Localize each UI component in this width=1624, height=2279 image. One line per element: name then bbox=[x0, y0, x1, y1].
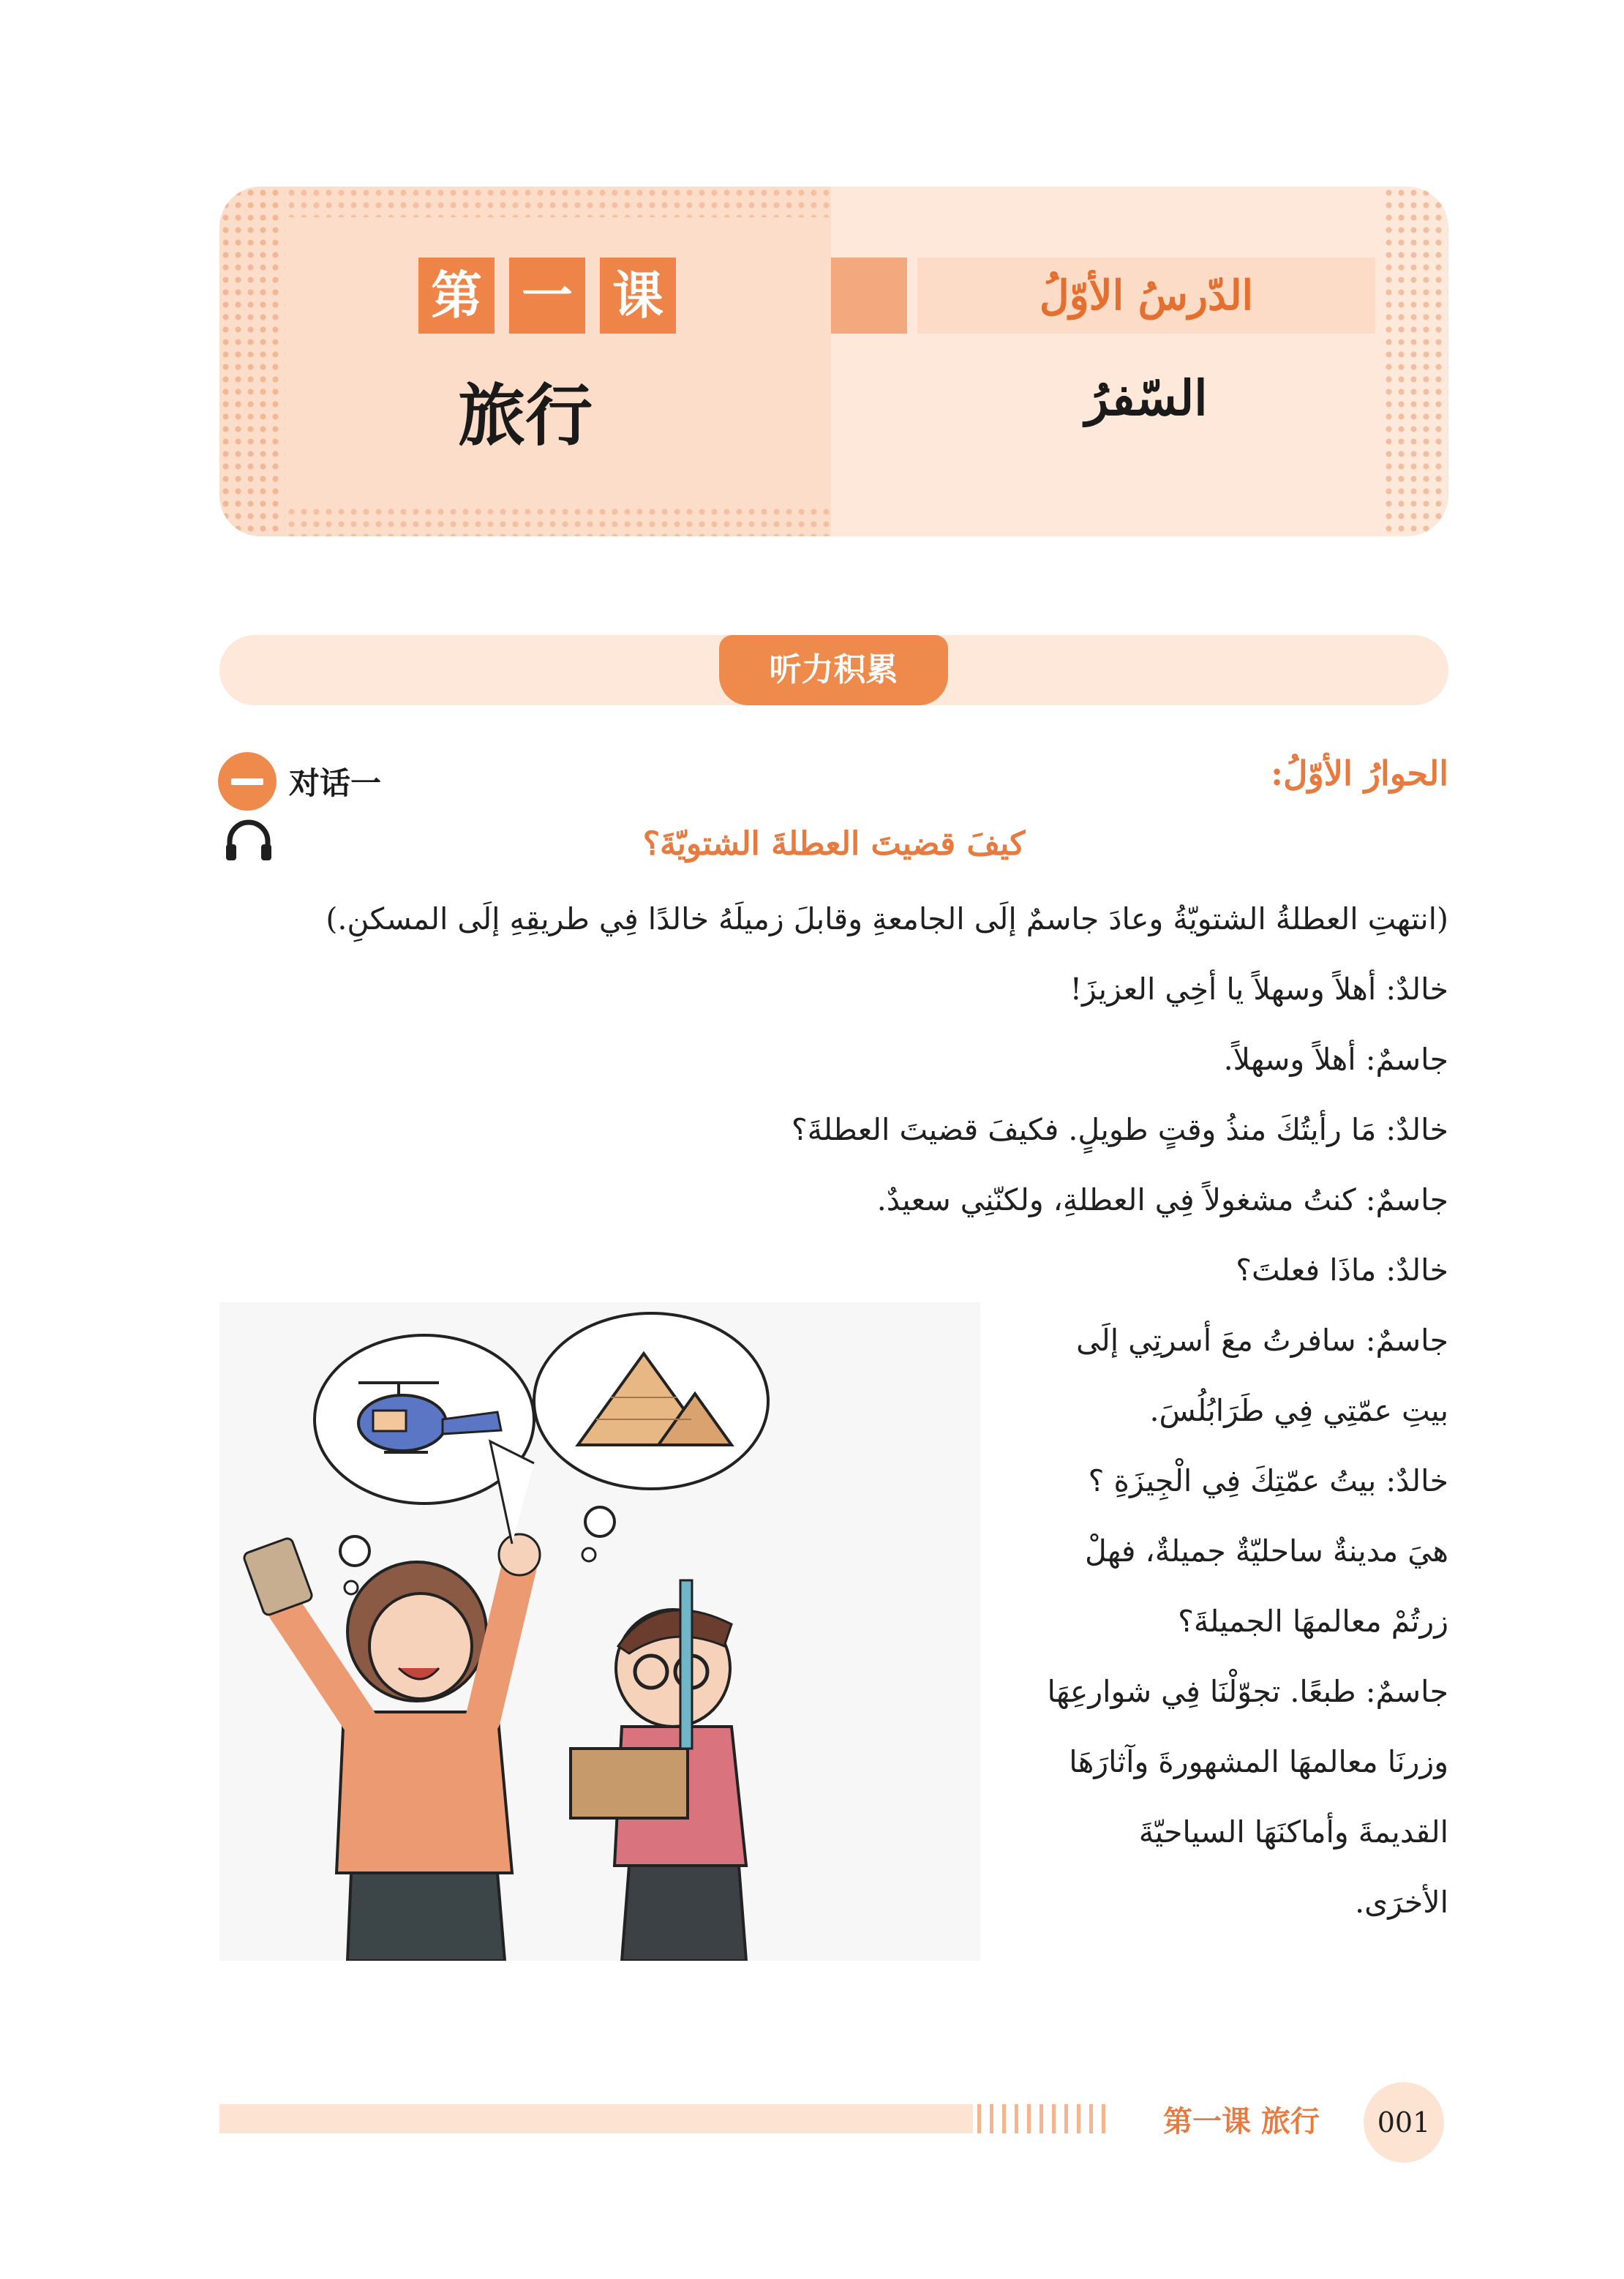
dialogue-line: خالدٌ: ماذَا فعلتَ؟ bbox=[1236, 1253, 1448, 1288]
dialogue-subtitle: كيفَ قضيتَ العطلةَ الشتويّةَ؟ bbox=[642, 825, 1026, 863]
dot-pattern-bottom bbox=[285, 506, 831, 536]
dot-pattern-top bbox=[285, 187, 831, 217]
dialogue-line: الأخرَى. bbox=[1355, 1885, 1448, 1920]
dialogue-line: جاسمٌ: أهلاً وسهلاً. bbox=[1223, 1042, 1448, 1077]
dialogue-line: خالدٌ: بيتُ عمّتِكَ فِي الْجِيزَةِ ؟ bbox=[1088, 1463, 1448, 1498]
section-label: 听力积累 bbox=[719, 635, 948, 705]
dialogue-line: القديمةَ وأماكنَهَا السياحيّةَ bbox=[1138, 1814, 1448, 1850]
lesson-char-box-3: 课 bbox=[600, 258, 676, 334]
lesson-char-box-2: 一 bbox=[509, 258, 585, 334]
arabic-accent-box bbox=[831, 258, 907, 334]
dialogue-line: هيَ مدينةٌ ساحليّةٌ جميلةٌ، فهلْ bbox=[1084, 1533, 1448, 1569]
lesson-char-box-1: 第 bbox=[418, 258, 495, 334]
dialogue-line: جاسمٌ: كنتُ مشغولاً فِي العطلةِ، ولكنّنِي سعيدٌ. bbox=[876, 1182, 1448, 1217]
dialogue-line: (انتهتِ العطلةُ الشتويّةُ وعادَ جاسمٌ إلَى الجامعةِ وقابلَ زميلَهُ خالدًا فِي طريقِهِ إلَى المسكنِ.) bbox=[326, 901, 1448, 936]
dialogue-illustration bbox=[219, 1302, 980, 1961]
arabic-lesson-title: السّفرُ bbox=[1085, 369, 1208, 427]
page-number: 001 bbox=[1364, 2082, 1444, 2163]
chinese-title-panel bbox=[219, 187, 831, 536]
footer-bar bbox=[219, 2104, 973, 2133]
dialogue-heading-arabic: الحوارُ الأوّلُ: bbox=[1271, 754, 1448, 793]
dialogue-line: خالدٌ: أهلاً وسهلاً يا أخِي العزيزَ! bbox=[1069, 972, 1448, 1007]
lesson-header-card bbox=[219, 187, 1448, 536]
dialogue-line: جاسمٌ: طبعًا. تجوّلْنَا فِي شوارعِهَا bbox=[1047, 1674, 1448, 1709]
dialogue-label-chinese: 对话一 bbox=[289, 765, 382, 801]
dialogue-line: وزرنَا معالمهَا المشهورةَ وآثارَهَا bbox=[1069, 1744, 1448, 1779]
dialogue-number-badge bbox=[218, 752, 277, 811]
chinese-lesson-title: 旅行 bbox=[457, 377, 593, 455]
dialogue-line: جاسمٌ: سافرتُ معَ أسرتِي إلَى bbox=[1076, 1323, 1448, 1358]
dot-pattern-right bbox=[1383, 187, 1448, 536]
dot-pattern-left bbox=[219, 187, 285, 536]
footer-tick-marks bbox=[977, 2104, 1109, 2133]
footer-lesson-title: 第一课 旅行 bbox=[1163, 2105, 1320, 2139]
dialogue-line: خالدٌ: مَا رأيتُكَ منذُ وقتٍ طويلٍ. فكيفَ قضيتَ العطلةَ؟ bbox=[791, 1112, 1448, 1147]
dialogue-line: زرتُمْ معالمهَا الجميلةَ؟ bbox=[1178, 1604, 1448, 1639]
dialogue-line: بيتِ عمّتِي فِي طَرَابُلُسَ. bbox=[1149, 1393, 1448, 1428]
arabic-lesson-label: الدّرسُ الأوّلُ bbox=[1039, 271, 1254, 320]
